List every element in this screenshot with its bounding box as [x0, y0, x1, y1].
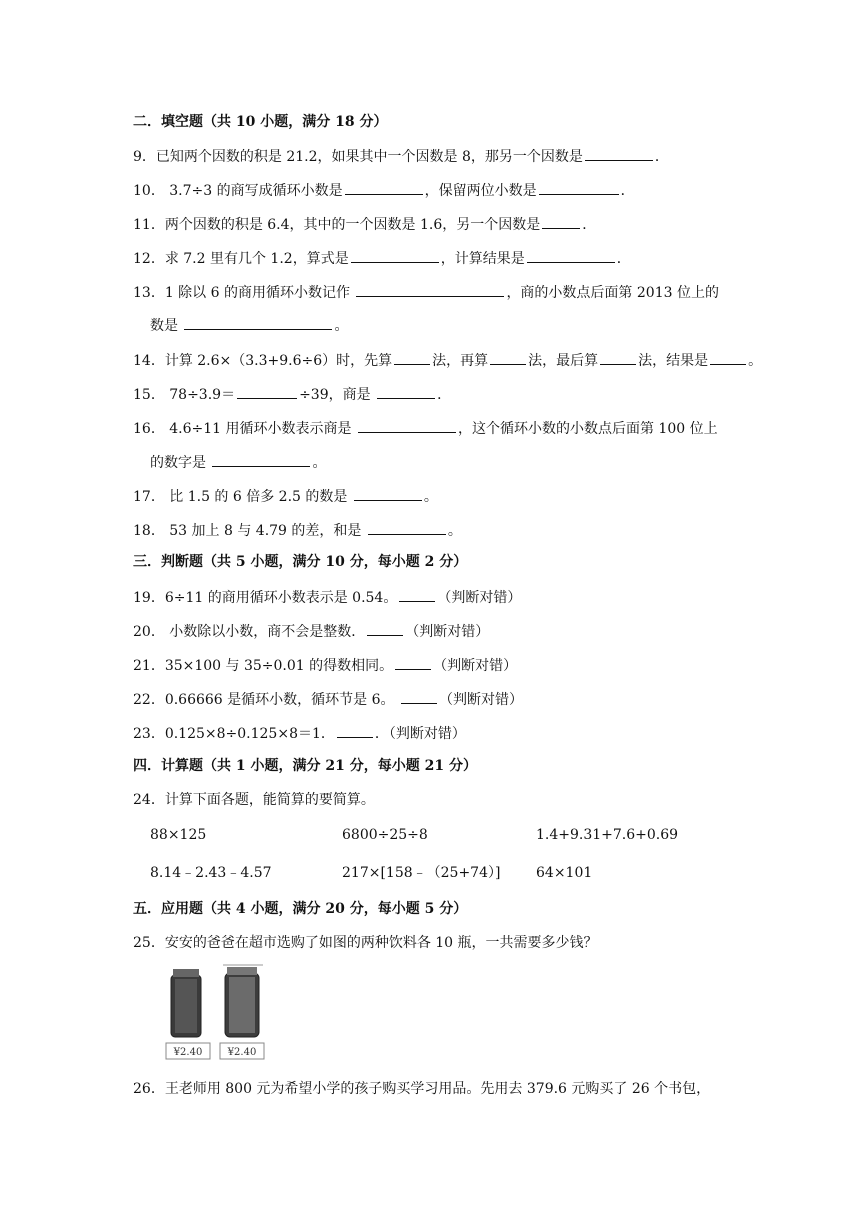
- question-text: 法，最后算: [528, 353, 599, 369]
- answer-blank: [184, 315, 332, 330]
- punct: ．: [620, 183, 635, 199]
- answer-blank: [399, 587, 435, 602]
- answer-blank: [600, 350, 636, 365]
- calc-item: 6800÷25÷8: [342, 827, 428, 843]
- question-10: [133, 180, 635, 200]
- answer-blank: [237, 384, 297, 399]
- question-text: ，保留两位小数是: [424, 183, 537, 199]
- answer-blank: [401, 689, 437, 704]
- question-text: 12．求 7.2 里有几个 1.2，算式是: [133, 251, 349, 267]
- question-text: 23．0.125×8÷0.125×8＝1．: [133, 726, 335, 742]
- bottles-illustration: [163, 963, 273, 1063]
- question-13-cont: [150, 315, 348, 335]
- question-19: [133, 587, 521, 607]
- question-22: [133, 689, 523, 709]
- question-25: 25．安安的爸爸在超市选购了如图的两种饮料各 10 瓶，一共需要多少钱？: [133, 935, 598, 951]
- drink-bottles-image: [163, 963, 273, 1063]
- question-note: ．（判断对错）: [374, 726, 466, 742]
- question-text: 13．1 除以 6 的商用循环小数记作: [133, 285, 355, 301]
- punct: 。: [447, 523, 462, 539]
- question-text: 法，结果是: [638, 353, 709, 369]
- question-20: [133, 621, 489, 641]
- calc-item: 8.14﹣2.43﹣4.57: [150, 865, 272, 881]
- price-tag-2: ¥2.40: [227, 1047, 257, 1058]
- question-21: [133, 655, 517, 675]
- question-14: [133, 350, 762, 370]
- question-text: ，计算结果是: [440, 251, 525, 267]
- question-note: （判断对错）: [433, 658, 518, 674]
- question-text: 18． 53 加上 8 与 4.79 的差，和是: [133, 523, 366, 539]
- question-11: [133, 214, 596, 234]
- answer-blank: [394, 350, 430, 365]
- answer-blank: [585, 146, 653, 161]
- answer-blank: [345, 180, 423, 195]
- question-24: 24．计算下面各题，能简算的要简算。: [133, 792, 375, 808]
- answer-blank: [351, 248, 439, 263]
- punct: 。: [423, 489, 438, 505]
- punct: ．: [654, 149, 669, 165]
- answer-blank: [539, 180, 619, 195]
- punct: ．: [582, 217, 597, 233]
- question-text: 的数字是: [150, 455, 211, 471]
- answer-blank: [337, 723, 373, 738]
- section-heading-fill: 二．填空题（共 10 小题，满分 18 分）: [133, 114, 388, 130]
- answer-blank: [490, 350, 526, 365]
- punct: ．: [437, 387, 452, 403]
- question-text: 20． 小数除以小数，商不会是整数．: [133, 624, 366, 640]
- answer-blank: [710, 350, 746, 365]
- punct: ．: [616, 251, 631, 267]
- question-text: ÷39，商是: [299, 387, 376, 403]
- question-16: [133, 418, 718, 438]
- answer-blank: [356, 282, 504, 297]
- question-text: 10． 3.7÷3 的商写成循环小数是: [133, 183, 343, 199]
- price-tag-1: ¥2.40: [173, 1047, 203, 1058]
- answer-blank: [542, 214, 580, 229]
- question-23: [133, 723, 466, 743]
- question-note: （判断对错）: [438, 692, 523, 708]
- question-text: 19．6÷11 的商用循环小数表示是 0.54。: [133, 590, 398, 606]
- section-heading-judge: 三．判断题（共 5 小题，满分 10 分，每小题 2 分）: [133, 554, 468, 570]
- section-heading-calc: 四．计算题（共 1 小题，满分 21 分，每小题 21 分）: [133, 758, 477, 774]
- question-note: （判断对错）: [405, 624, 490, 640]
- question-15: [133, 384, 451, 404]
- question-note: （判断对错）: [437, 590, 522, 606]
- calc-item: 88×125: [150, 827, 207, 843]
- answer-blank: [212, 452, 310, 467]
- calc-item: 1.4+9.31+7.6+0.69: [536, 827, 679, 843]
- question-text: 16． 4.6÷11 用循环小数表示商是: [133, 421, 356, 437]
- question-26: 26．王老师用 800 元为希望小学的孩子购买学习用品。先用去 379.6 元购买了 26 个书包，: [133, 1081, 711, 1097]
- question-text: 14．计算 2.6×（3.3+9.6÷6）时，先算: [133, 353, 393, 369]
- calc-item: 64×101: [536, 865, 593, 881]
- question-17: [133, 486, 438, 506]
- question-9: [133, 146, 669, 166]
- question-13: [133, 282, 719, 302]
- question-16-cont: [150, 452, 326, 472]
- question-text: ，这个循环小数的小数点后面第 100 位上: [457, 421, 718, 437]
- calc-item: 217×[158﹣（25+74）]: [342, 865, 501, 881]
- answer-blank: [358, 418, 456, 433]
- answer-blank: [377, 384, 435, 399]
- question-text: 数是: [150, 318, 183, 334]
- question-18: [133, 520, 462, 540]
- question-text: 22．0.66666 是循环小数，循环节是 6。: [133, 692, 399, 708]
- question-text: ，商的小数点后面第 2013 位上的: [506, 285, 719, 301]
- answer-blank: [527, 248, 615, 263]
- punct: 。: [334, 318, 349, 334]
- question-text: 21．35×100 与 35÷0.01 的得数相同。: [133, 658, 394, 674]
- question-text: 17． 比 1.5 的 6 倍多 2.5 的数是: [133, 489, 352, 505]
- answer-blank: [368, 520, 446, 535]
- question-text: 11．两个因数的积是 6.4，其中的一个因数是 1.6，另一个因数是: [133, 217, 541, 233]
- answer-blank: [395, 655, 431, 670]
- question-text: 15． 78÷3.9＝: [133, 387, 236, 403]
- section-heading-apply: 五．应用题（共 4 小题，满分 20 分，每小题 5 分）: [133, 901, 468, 917]
- punct: 。: [748, 353, 763, 369]
- question-12: [133, 248, 631, 268]
- answer-blank: [367, 621, 403, 636]
- answer-blank: [354, 486, 422, 501]
- question-text: 法，再算: [432, 353, 489, 369]
- punct: 。: [312, 455, 327, 471]
- question-text: 9．已知两个因数的积是 21.2，如果其中一个因数是 8，那另一个因数是: [133, 149, 583, 165]
